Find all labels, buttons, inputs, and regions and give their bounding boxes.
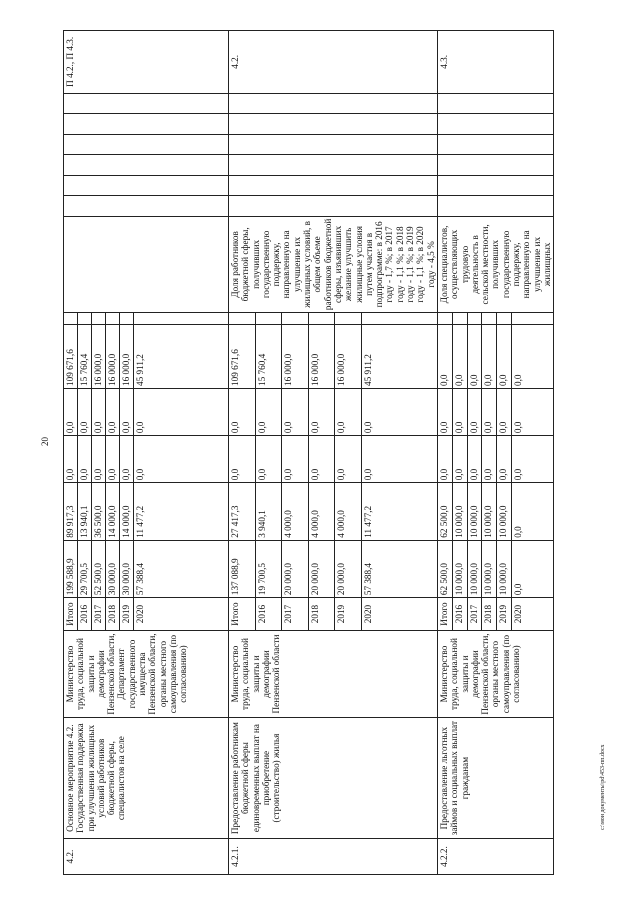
empty-cell	[437, 114, 553, 135]
source-value: 0,0	[229, 436, 256, 483]
year-cell: 2017	[92, 598, 106, 631]
total-value: 19 700,5	[255, 540, 282, 597]
table-row	[64, 31, 78, 875]
source-value: 0,0	[452, 325, 467, 389]
source-value: 0,0	[308, 436, 335, 483]
source-value: 0,0	[482, 436, 497, 483]
source-value: 16 000,0	[92, 325, 106, 389]
source-value: 0,0	[361, 436, 437, 483]
source-value: 0,0	[452, 388, 467, 435]
total-value: 30 000,0	[120, 540, 134, 597]
source-value: 0,0	[497, 436, 512, 483]
table-row	[229, 31, 256, 875]
total-value: 10 000,0	[482, 540, 497, 597]
page-number: 20	[40, 437, 50, 446]
year-cell: 2018	[308, 598, 335, 631]
empty-cell	[437, 196, 553, 217]
source-value: 0,0	[64, 436, 78, 483]
row-number: 4.2.2.	[437, 839, 553, 875]
link-ref: 4.2.	[229, 31, 438, 94]
source-value: 0,0	[282, 388, 309, 435]
source-value: 0,0	[282, 436, 309, 483]
source-value: 11 477,2	[134, 483, 229, 540]
source-value: 0,0	[64, 388, 78, 435]
source-value: 16 000,0	[335, 325, 362, 389]
total-value: 52 500,0	[92, 540, 106, 597]
source-value: 15 760,4	[78, 325, 92, 389]
year-cell: 2016	[78, 598, 92, 631]
source-value: 4 000,0	[308, 483, 335, 540]
total-value: 10 000,0	[467, 540, 482, 597]
total-value: 10 000,0	[452, 540, 467, 597]
source-value: 14 000,0	[120, 483, 134, 540]
total-value: 10 000,0	[497, 540, 512, 597]
empty-cell	[64, 313, 78, 325]
year-cell: 2020	[511, 598, 553, 631]
source-value: 16 000,0	[282, 325, 309, 389]
source-value: 0,0	[335, 436, 362, 483]
empty-cell	[64, 155, 229, 176]
empty-cell	[92, 313, 106, 325]
empty-cell	[134, 313, 229, 325]
source-value: 0,0	[92, 388, 106, 435]
source-value: 27 417,3	[229, 483, 256, 540]
source-value: 109 671,6	[64, 325, 78, 389]
empty-cell	[437, 155, 553, 176]
empty-cell	[282, 313, 309, 325]
source-value: 0,0	[78, 436, 92, 483]
empty-cell	[452, 313, 467, 325]
source-value: 62 500,0	[437, 483, 452, 540]
source-value: 0,0	[106, 436, 120, 483]
source-value: 0,0	[482, 325, 497, 389]
empty-cell	[437, 313, 452, 325]
executor: Министерство труда, социальной защиты и демографии Пензенской области, Департамент государственного имущества Пензенской области, органы местного самоуправления (по согласованию)	[64, 630, 229, 717]
year-cell: 2020	[134, 598, 229, 631]
source-value: 0,0	[497, 325, 512, 389]
executor: Министерство труда, социальной защиты и демографии Пензенской области, органы местного самоуправления (по согласованию)	[437, 630, 553, 717]
total-value: 20 000,0	[335, 540, 362, 597]
source-value: 89 917,3	[64, 483, 78, 540]
source-value: 0,0	[106, 388, 120, 435]
empty-cell	[229, 155, 438, 176]
source-value: 4 000,0	[282, 483, 309, 540]
total-value: 57 388,4	[361, 540, 437, 597]
source-value: 16 000,0	[308, 325, 335, 389]
empty-cell	[229, 196, 438, 217]
source-value: 45 911,2	[361, 325, 437, 389]
source-value: 16 000,0	[120, 325, 134, 389]
year-cell: 2019	[497, 598, 512, 631]
year-cell: 2018	[106, 598, 120, 631]
source-value: 13 940,1	[78, 483, 92, 540]
empty-cell	[64, 196, 229, 217]
source-value: 16 000,0	[106, 325, 120, 389]
year-cell: 2020	[361, 598, 437, 631]
source-value: 0,0	[255, 388, 282, 435]
source-value: 0,0	[482, 388, 497, 435]
empty-cell	[467, 313, 482, 325]
empty-cell	[229, 313, 256, 325]
empty-cell	[361, 313, 437, 325]
rotated-table-wrapper	[63, 30, 606, 875]
year-cell: 2016	[255, 598, 282, 631]
activity-name: Предоставление работникам бюджетной сферы единовременных выплат на приобретение (строительство) жилья	[229, 718, 438, 839]
source-value: 0,0	[335, 388, 362, 435]
empty-cell	[437, 93, 553, 114]
link-ref: П 4.2., П 4.3.	[64, 31, 229, 94]
activity-name: Предоставление льготных займов и социальных выплат гражданам	[437, 718, 553, 839]
total-value: 30 000,0	[106, 540, 120, 597]
year-cell: Итого	[437, 598, 452, 631]
year-cell: 2017	[467, 598, 482, 631]
empty-cell	[335, 313, 362, 325]
empty-cell	[64, 93, 229, 114]
empty-cell	[308, 313, 335, 325]
executor: Министерство труда, социальной защиты и демографии Пензенской области	[229, 630, 438, 717]
empty-cell	[437, 134, 553, 155]
row-number: 4.2.1.	[229, 839, 438, 875]
source-value: 45 911,2	[134, 325, 229, 389]
program-table	[63, 30, 554, 875]
source-value: 0,0	[437, 436, 452, 483]
source-value: 10 000,0	[497, 483, 512, 540]
source-value: 0,0	[467, 388, 482, 435]
empty-cell	[229, 114, 438, 135]
empty-cell	[229, 134, 438, 155]
source-value: 0,0	[437, 388, 452, 435]
empty-cell	[64, 134, 229, 155]
source-value: 0,0	[120, 436, 134, 483]
year-cell: 2018	[482, 598, 497, 631]
source-value: 0,0	[134, 388, 229, 435]
year-cell: 2017	[282, 598, 309, 631]
source-value: 0,0	[467, 325, 482, 389]
source-value: 11 477,2	[361, 483, 437, 540]
source-value: 15 760,4	[255, 325, 282, 389]
year-cell: 2016	[452, 598, 467, 631]
source-value: 0,0	[497, 388, 512, 435]
empty-cell	[64, 114, 229, 135]
source-value: 0,0	[511, 436, 553, 483]
empty-cell	[255, 313, 282, 325]
row-number: 4.2.	[64, 839, 229, 875]
total-value: 0,0	[511, 540, 553, 597]
source-value: 0,0	[511, 483, 553, 540]
total-value: 137 088,9	[229, 540, 256, 597]
source-value: 0,0	[511, 325, 553, 389]
indicator-text: Доля работников бюджетной сферы, получивших государственную поддержку, направленную на улучшение их жилищных условий, в общем объеме работников бюджетной сферы, изъявивших желание улучшить жилищные условия путем участия в подпрограмме: в 2016 году - 1,7 %; в 2017 году - 1,1 %; в 2018 году - 1,1 %; в 2019 году - 1,1 %; в 2020 году - 4,5 %	[229, 216, 438, 312]
empty-cell	[64, 175, 229, 196]
total-value: 57 388,4	[134, 540, 229, 597]
source-value: 0,0	[78, 388, 92, 435]
indicator-text: Доля специалистов, осуществляющих трудовую деятельность в сельской местности, получивших государственную поддержку, направленную на улучшение их жилищных	[437, 216, 553, 312]
activity-name: Основное мероприятие 4.2. Государственная поддержка при улучшении жилищных условий работников бюджетной сферы, специалистов на селе	[64, 718, 229, 839]
source-value: 0,0	[255, 436, 282, 483]
year-cell: Итого	[229, 598, 256, 631]
empty-cell	[106, 313, 120, 325]
source-value: 0,0	[229, 388, 256, 435]
source-value: 0,0	[437, 325, 452, 389]
empty-cell	[497, 313, 512, 325]
link-ref: 4.3.	[437, 31, 553, 94]
source-value: 0,0	[92, 436, 106, 483]
indicator-text	[64, 216, 229, 312]
source-value: 0,0	[361, 388, 437, 435]
source-value: 0,0	[134, 436, 229, 483]
source-value: 14 000,0	[106, 483, 120, 540]
source-value: 0,0	[120, 388, 134, 435]
table-row	[437, 31, 452, 875]
footer-file-path: c:\мои документы\pd\453-пп.docx	[600, 744, 606, 830]
source-value: 10 000,0	[482, 483, 497, 540]
source-value: 0,0	[467, 436, 482, 483]
source-value: 0,0	[308, 388, 335, 435]
source-value: 10 000,0	[467, 483, 482, 540]
year-cell: 2019	[335, 598, 362, 631]
empty-cell	[229, 175, 438, 196]
year-cell: 2019	[120, 598, 134, 631]
source-value: 109 671,6	[229, 325, 256, 389]
empty-cell	[482, 313, 497, 325]
source-value: 10 000,0	[452, 483, 467, 540]
total-value: 20 000,0	[282, 540, 309, 597]
source-value: 4 000,0	[335, 483, 362, 540]
total-value: 29 700,5	[78, 540, 92, 597]
source-value: 0,0	[511, 388, 553, 435]
empty-cell	[229, 93, 438, 114]
empty-cell	[78, 313, 92, 325]
year-cell: Итого	[64, 598, 78, 631]
empty-cell	[437, 175, 553, 196]
source-value: 0,0	[452, 436, 467, 483]
total-value: 20 000,0	[308, 540, 335, 597]
source-value: 3 940,1	[255, 483, 282, 540]
total-value: 199 588,9	[64, 540, 78, 597]
empty-cell	[511, 313, 553, 325]
source-value: 36 500,0	[92, 483, 106, 540]
empty-cell	[120, 313, 134, 325]
total-value: 62 500,0	[437, 540, 452, 597]
